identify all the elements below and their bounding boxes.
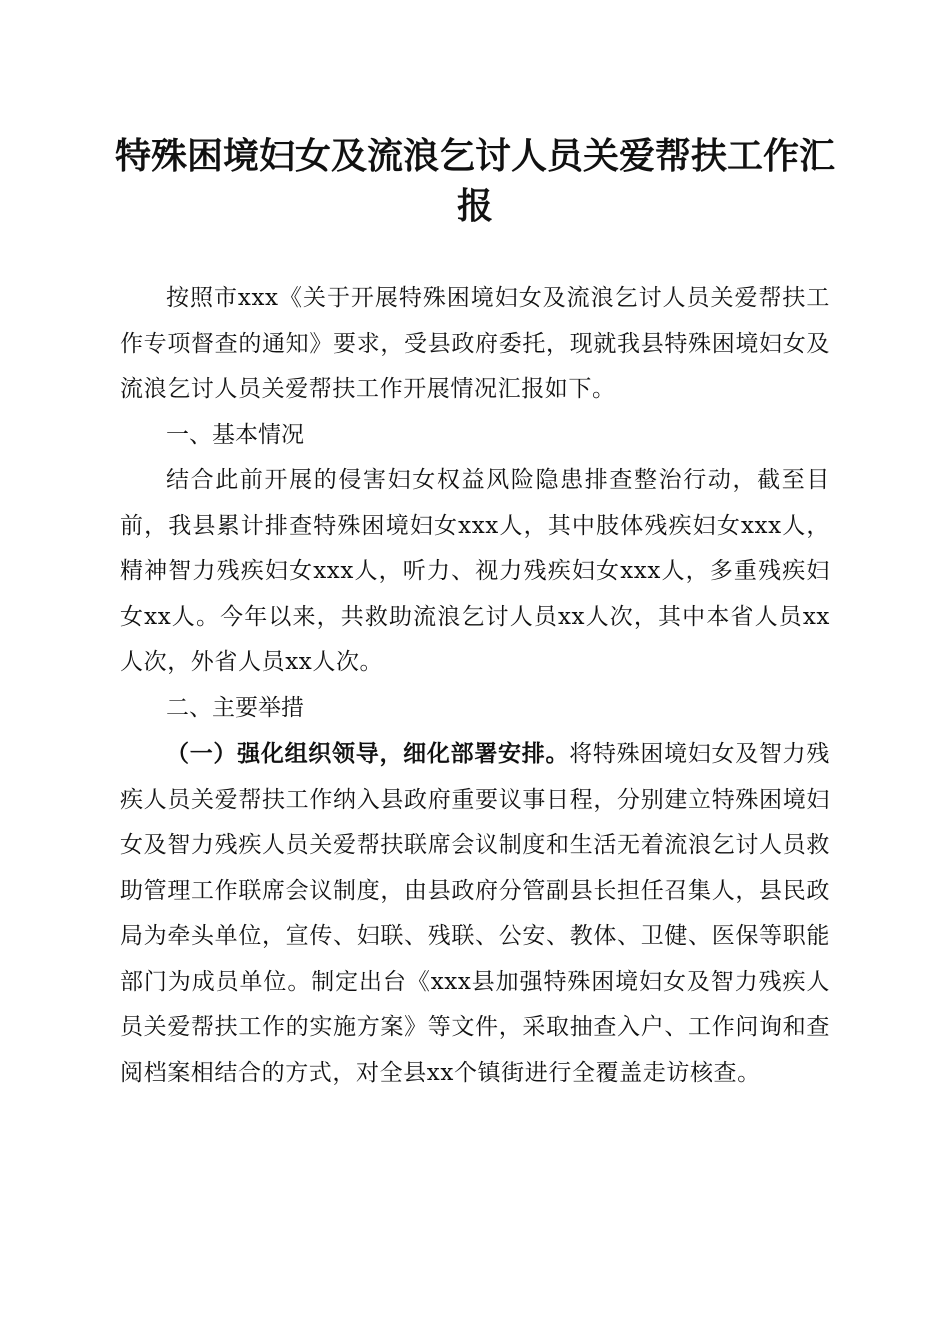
measure-item-paragraph <box>120 731 830 1096</box>
intro-paragraph: 按照市xxx《关于开展特殊困境妇女及流浪乞讨人员关爱帮扶工作专项督查的通知》要求，受县政府委托，现就我县特殊困境妇女及流浪乞讨人员关爱帮扶工作开展情况汇报如下。 <box>120 285 830 402</box>
section-heading-basic-situation: 一、基本情况 <box>166 421 304 448</box>
measure-item-lead: （一）强化组织领导，细化部署安排。 <box>166 740 570 767</box>
measure-item-text: 将特殊困境妇女及智力残疾人员关爱帮扶工作纳入县政府重要议事日程，分别建立特殊困境妇女及智力残疾人员关爱帮扶联席会议制度和生活无着流浪乞讨人员救助管理工作联席会议制度，由县政府分管副县长担任召集人，县民政局为牵头单位，宣传、妇联、残联、公安、教体、卫健、医保等职能部门为成员单位。制定出台《xxx县加强特殊困境妇女及智力残疾人员关爱帮扶工作的实施方案》等文件，采取抽查入户、工作问询和查阅档案相结合的方式，对全县xx个镇街进行全覆盖走访核查。 <box>120 741 830 1086</box>
section-heading-main-measures: 二、主要举措 <box>166 694 304 721</box>
basic-situation-paragraph: 结合此前开展的侵害妇女权益风险隐患排查整治行动，截至目前，我县累计排查特殊困境妇女xxx人，其中肢体残疾妇女xxx人，精神智力残疾妇女xxx人，听力、视力残疾妇女xxx人，多重残疾妇女xx人。今年以来，共救助流浪乞讨人员xx人次，其中本省人员xx人次，外省人员xx人次。 <box>120 467 830 675</box>
document-title: 特殊困境妇女及流浪乞讨人员关爱帮扶工作汇报 <box>114 136 835 227</box>
document-body <box>120 276 830 1096</box>
